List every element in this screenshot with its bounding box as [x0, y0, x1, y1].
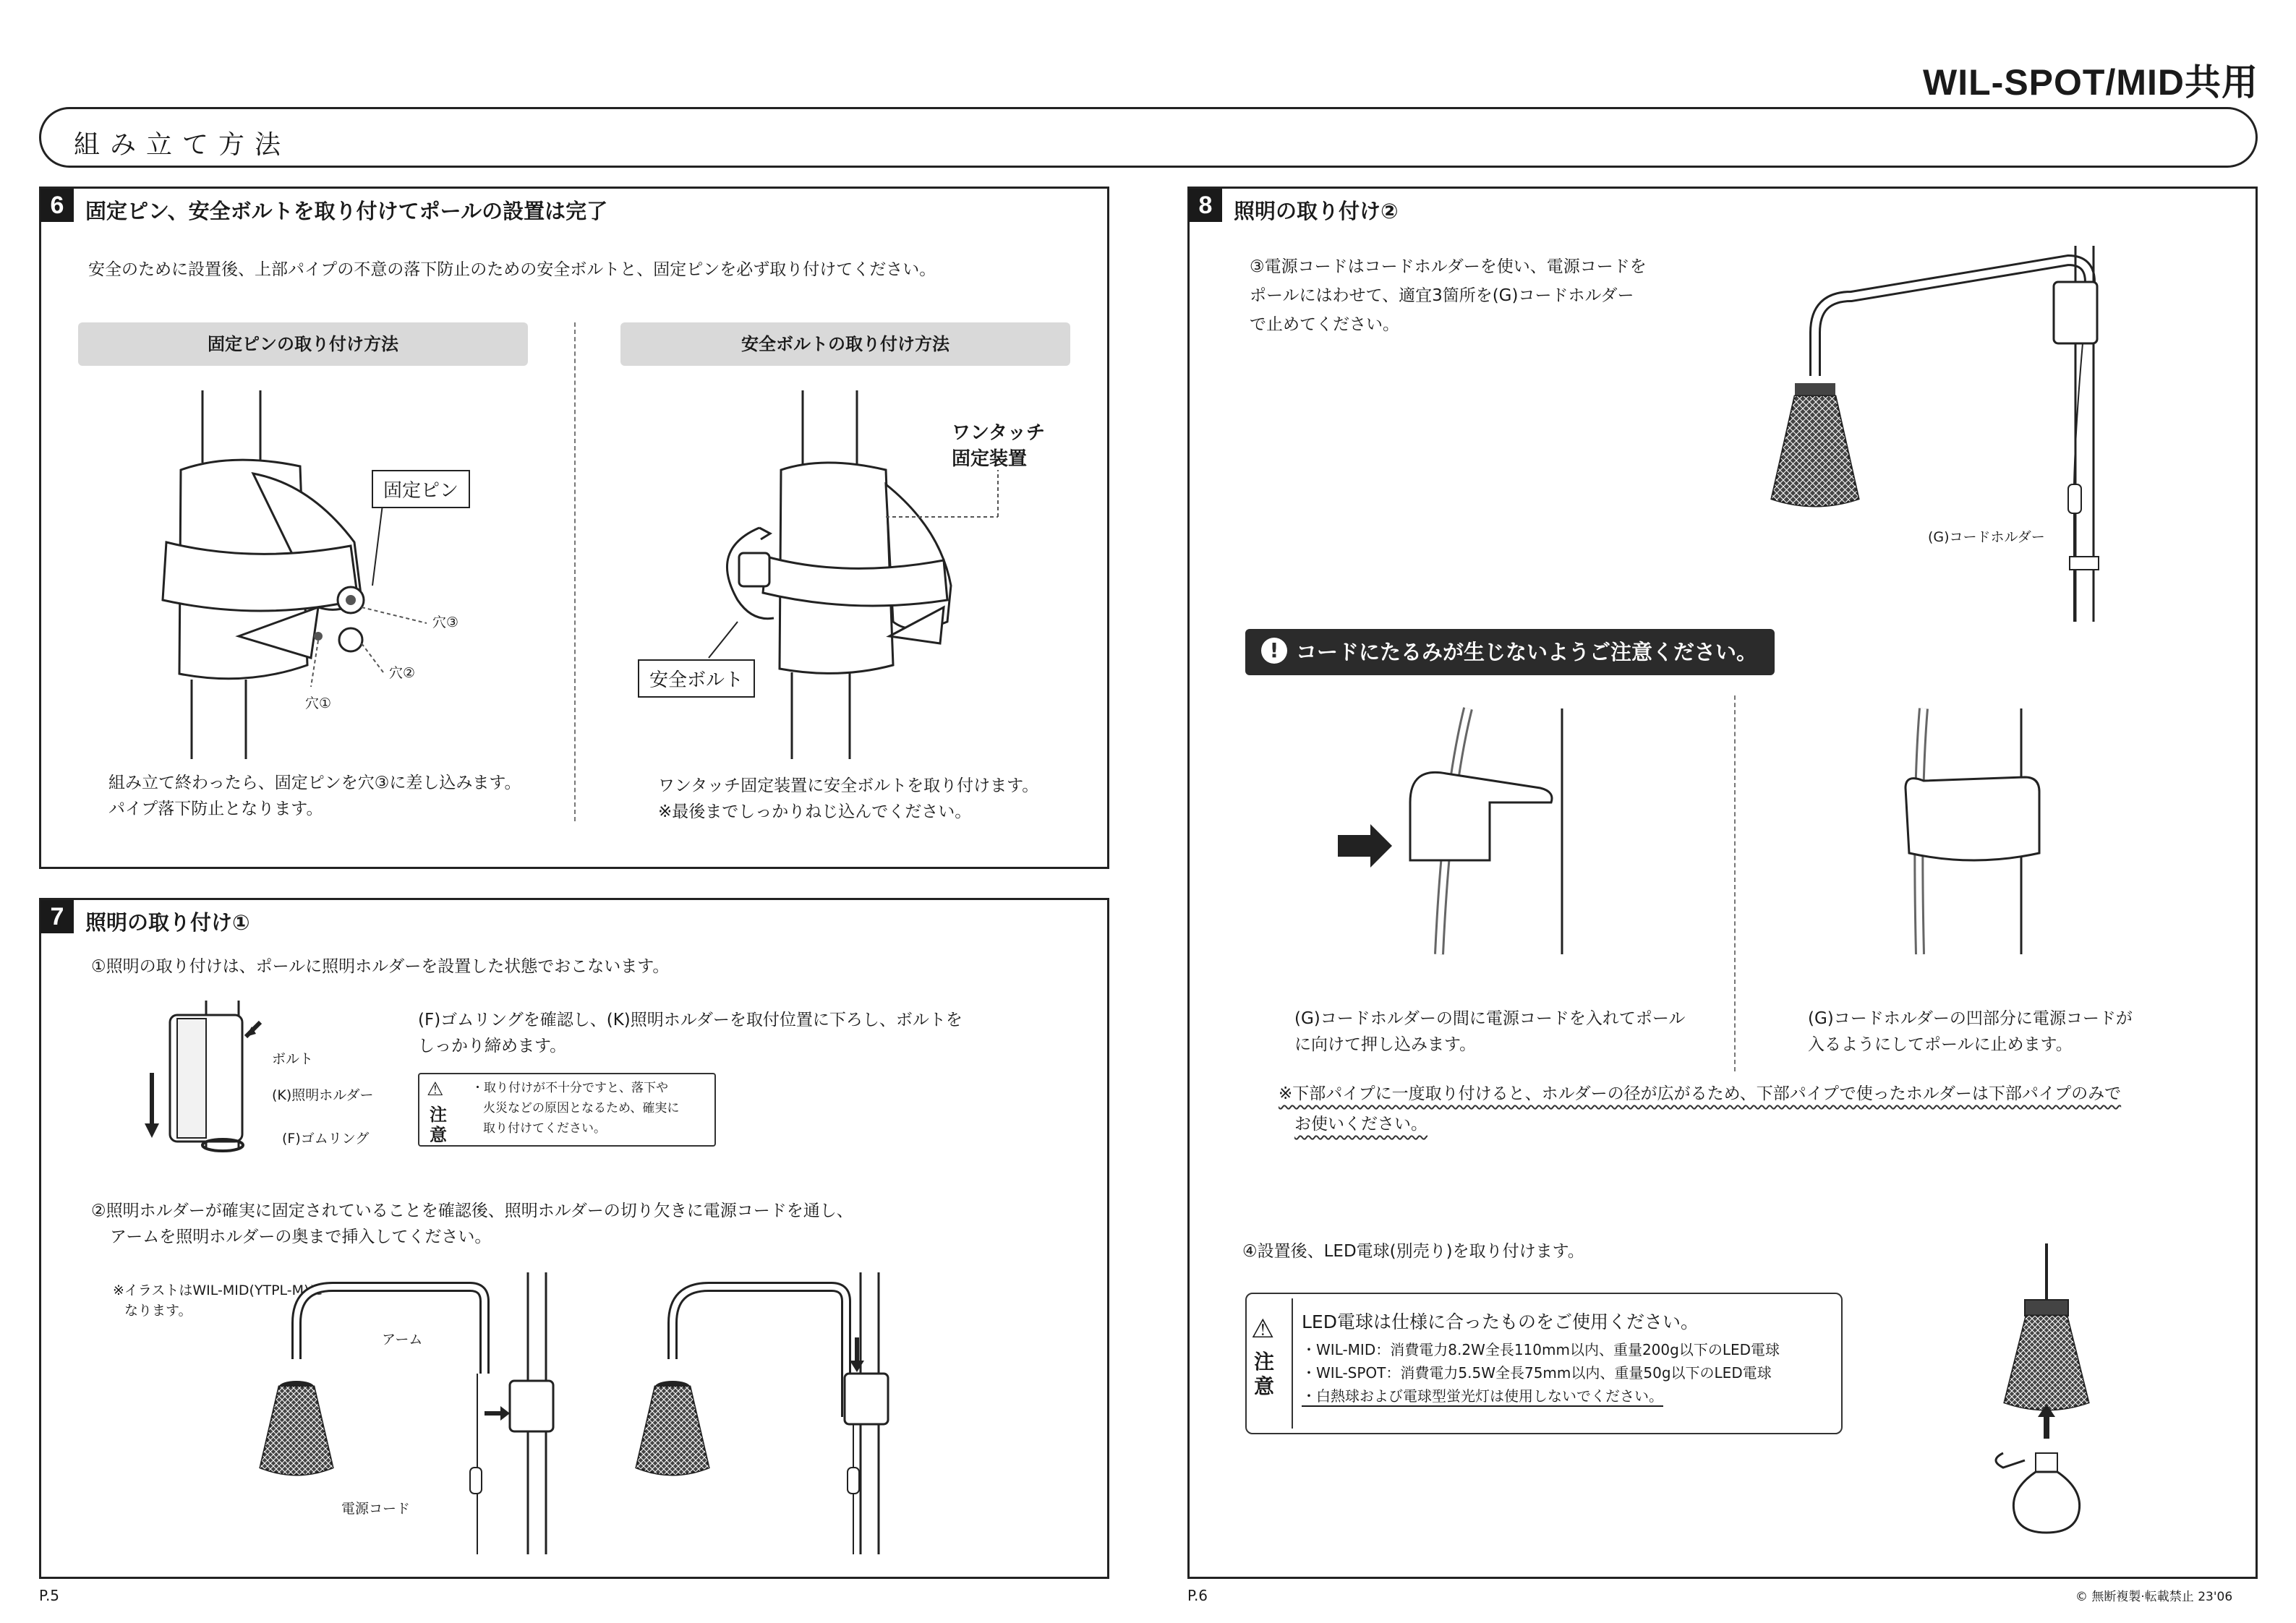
brand-title: WIL-SPOT/MID共用: [1923, 62, 2258, 103]
fixed-caption-2: 入るようにしてポールに止めます。: [1808, 1035, 2073, 1054]
bolt-caption-1: ワンタッチ固定装置に安全ボルトを取り付けます。: [658, 776, 1039, 795]
led-caution-label-2: 意: [1254, 1374, 1275, 1398]
bolt-label: ボルト: [272, 1051, 314, 1067]
onetouch-label-1: ワンタッチ: [952, 422, 1045, 444]
exclamation-icon: !: [1261, 638, 1287, 664]
insert-caption-1: (G)コードホルダーの間に電源コードを入れてポール: [1294, 1009, 1686, 1028]
led-caution-title: LED電球は仕様に合ったものをご使用ください。: [1302, 1311, 1699, 1332]
holder-desc-2: しっかり締めます。: [418, 1037, 567, 1055]
arm-label: アーム: [382, 1332, 423, 1348]
pin-method-heading: 固定ピンの取り付け方法: [78, 322, 528, 366]
caution-label-2: 意: [430, 1125, 447, 1145]
step-3-text-2: ポールにはわせて、適宜3箇所を(G)コードホルダー: [1250, 286, 1634, 305]
warning-icon: ⚠: [427, 1079, 444, 1100]
fixing-pin-callout: 固定ピン: [372, 470, 470, 508]
hole-2-label: 穴②: [389, 665, 416, 681]
insert-caption-2: に向けて押し込みます。: [1294, 1035, 1477, 1054]
hole-1-label: 穴①: [305, 695, 332, 711]
copyright: © 無断複製·転載禁止 23'06: [2075, 1590, 2233, 1604]
led-caution-label-1: 注: [1254, 1350, 1275, 1374]
light-holder-illustration: [137, 1001, 296, 1167]
holder-desc-1: (F)ゴムリングを確認し、(K)照明ホルダーを取付位置に下ろし、ボルトを: [418, 1011, 963, 1029]
fixed-caption-1: (G)コードホルダーの凹部分に電源コードが: [1808, 1009, 2133, 1028]
slack-warning-text: コードにたるみが生じないようご注意ください。: [1296, 640, 1758, 664]
page-title: 組み立て方法: [74, 130, 291, 160]
led-spec-warning: ・白熱球および電球型蛍光灯は使用しないでください。: [1302, 1387, 1663, 1405]
caution-text-2: 火災などの原因となるため、確実に: [483, 1101, 680, 1115]
bolt-caption-2: ※最後までしっかりねじ込んでください。: [658, 802, 972, 821]
section-8-number: 8: [1189, 189, 1222, 222]
step-3-text-1: ③電源コードはコードホルダーを使い、電源コードを: [1250, 257, 1647, 276]
illustration-note-1: ※イラストはWIL-MID(YTPL-M)に: [113, 1282, 323, 1298]
illustration-note-2: なります。: [124, 1303, 192, 1319]
section-7-title: 照明の取り付け①: [85, 910, 250, 935]
section-7-number: 7: [40, 900, 74, 933]
power-cord-label: 電源コード: [341, 1501, 411, 1517]
led-bulb-illustration: [1974, 1243, 2119, 1547]
step-2-text-2: アームを照明ホルダーの奥まで挿入してください。: [110, 1228, 492, 1246]
bolt-method-heading: 安全ボルトの取り付け方法: [620, 322, 1070, 366]
lower-pipe-note-2: お使いください。: [1294, 1115, 1427, 1134]
pin-caption-2: パイプ落下防止となります。: [108, 800, 323, 818]
page-number-left: P.5: [39, 1587, 60, 1604]
slack-warning-banner: [1245, 629, 1775, 675]
section-8-title: 照明の取り付け②: [1234, 199, 1399, 223]
cord-holder-label: (G)コードホルダー: [1928, 529, 2045, 545]
cord-holder-lamp-illustration: [1757, 246, 2133, 622]
caution-label-1: 注: [430, 1105, 447, 1125]
led-warning-icon: ⚠: [1251, 1314, 1275, 1344]
step-4-text: ④設置後、LED電球(別売り)を取り付けます。: [1242, 1242, 1584, 1261]
header-bar: [39, 107, 2258, 168]
onetouch-label-2: 固定装置: [952, 448, 1028, 470]
step-3-text-3: で止めてください。: [1250, 315, 1399, 334]
section-6-number: 6: [40, 189, 74, 222]
step-1-text: ①照明の取り付けは、ポールに照明ホルダーを設置した状態でおこないます。: [91, 957, 670, 976]
pin-caption-1: 組み立て終わったら、固定ピンを穴③に差し込みます。: [108, 774, 521, 792]
caution-text-3: 取り付けてください。: [483, 1121, 606, 1136]
led-spec-spot: ・WIL-SPOT：消費電力5.5W全長75mm以内、重量50g以下のLED電球: [1302, 1364, 1772, 1382]
section-6-title: 固定ピン、安全ボルトを取り付けてポールの設置は完了: [85, 199, 608, 223]
section-6-divider: [574, 322, 576, 821]
led-spec-mid: ・WIL-MID：消費電力8.2W全長110mm以内、重量200g以下のLED電球: [1302, 1341, 1780, 1358]
page-number-right: P.6: [1187, 1587, 1208, 1604]
section-8-divider: [1734, 695, 1736, 1071]
cord-fixed-illustration: [1895, 708, 2112, 954]
hole-3-label: 穴③: [432, 614, 459, 630]
safety-bolt-callout: 安全ボルト: [638, 659, 755, 698]
section-6-intro: 安全のために設置後、上部パイプの不意の落下防止のための安全ボルトと、固定ピンを必ず取り付けてください。: [88, 260, 936, 279]
caution-text-1: ・取り付けが不十分ですと、落下や: [471, 1081, 668, 1095]
step-2-text-1: ②照明ホルダーが確実に固定されていることを確認後、照明ホルダーの切り欠きに電源コードを通し、: [91, 1202, 853, 1220]
cord-insert-illustration: [1338, 708, 1613, 954]
holder-label: (K)照明ホルダー: [272, 1087, 374, 1103]
led-caution-separator: [1292, 1298, 1293, 1429]
lower-pipe-note-1: ※下部パイプに一度取り付けると、ホルダーの径が広がるため、下部パイプで使ったホルダーは下部パイプのみで: [1279, 1084, 2122, 1103]
rubber-ring-label: (F)ゴムリング: [282, 1131, 370, 1147]
